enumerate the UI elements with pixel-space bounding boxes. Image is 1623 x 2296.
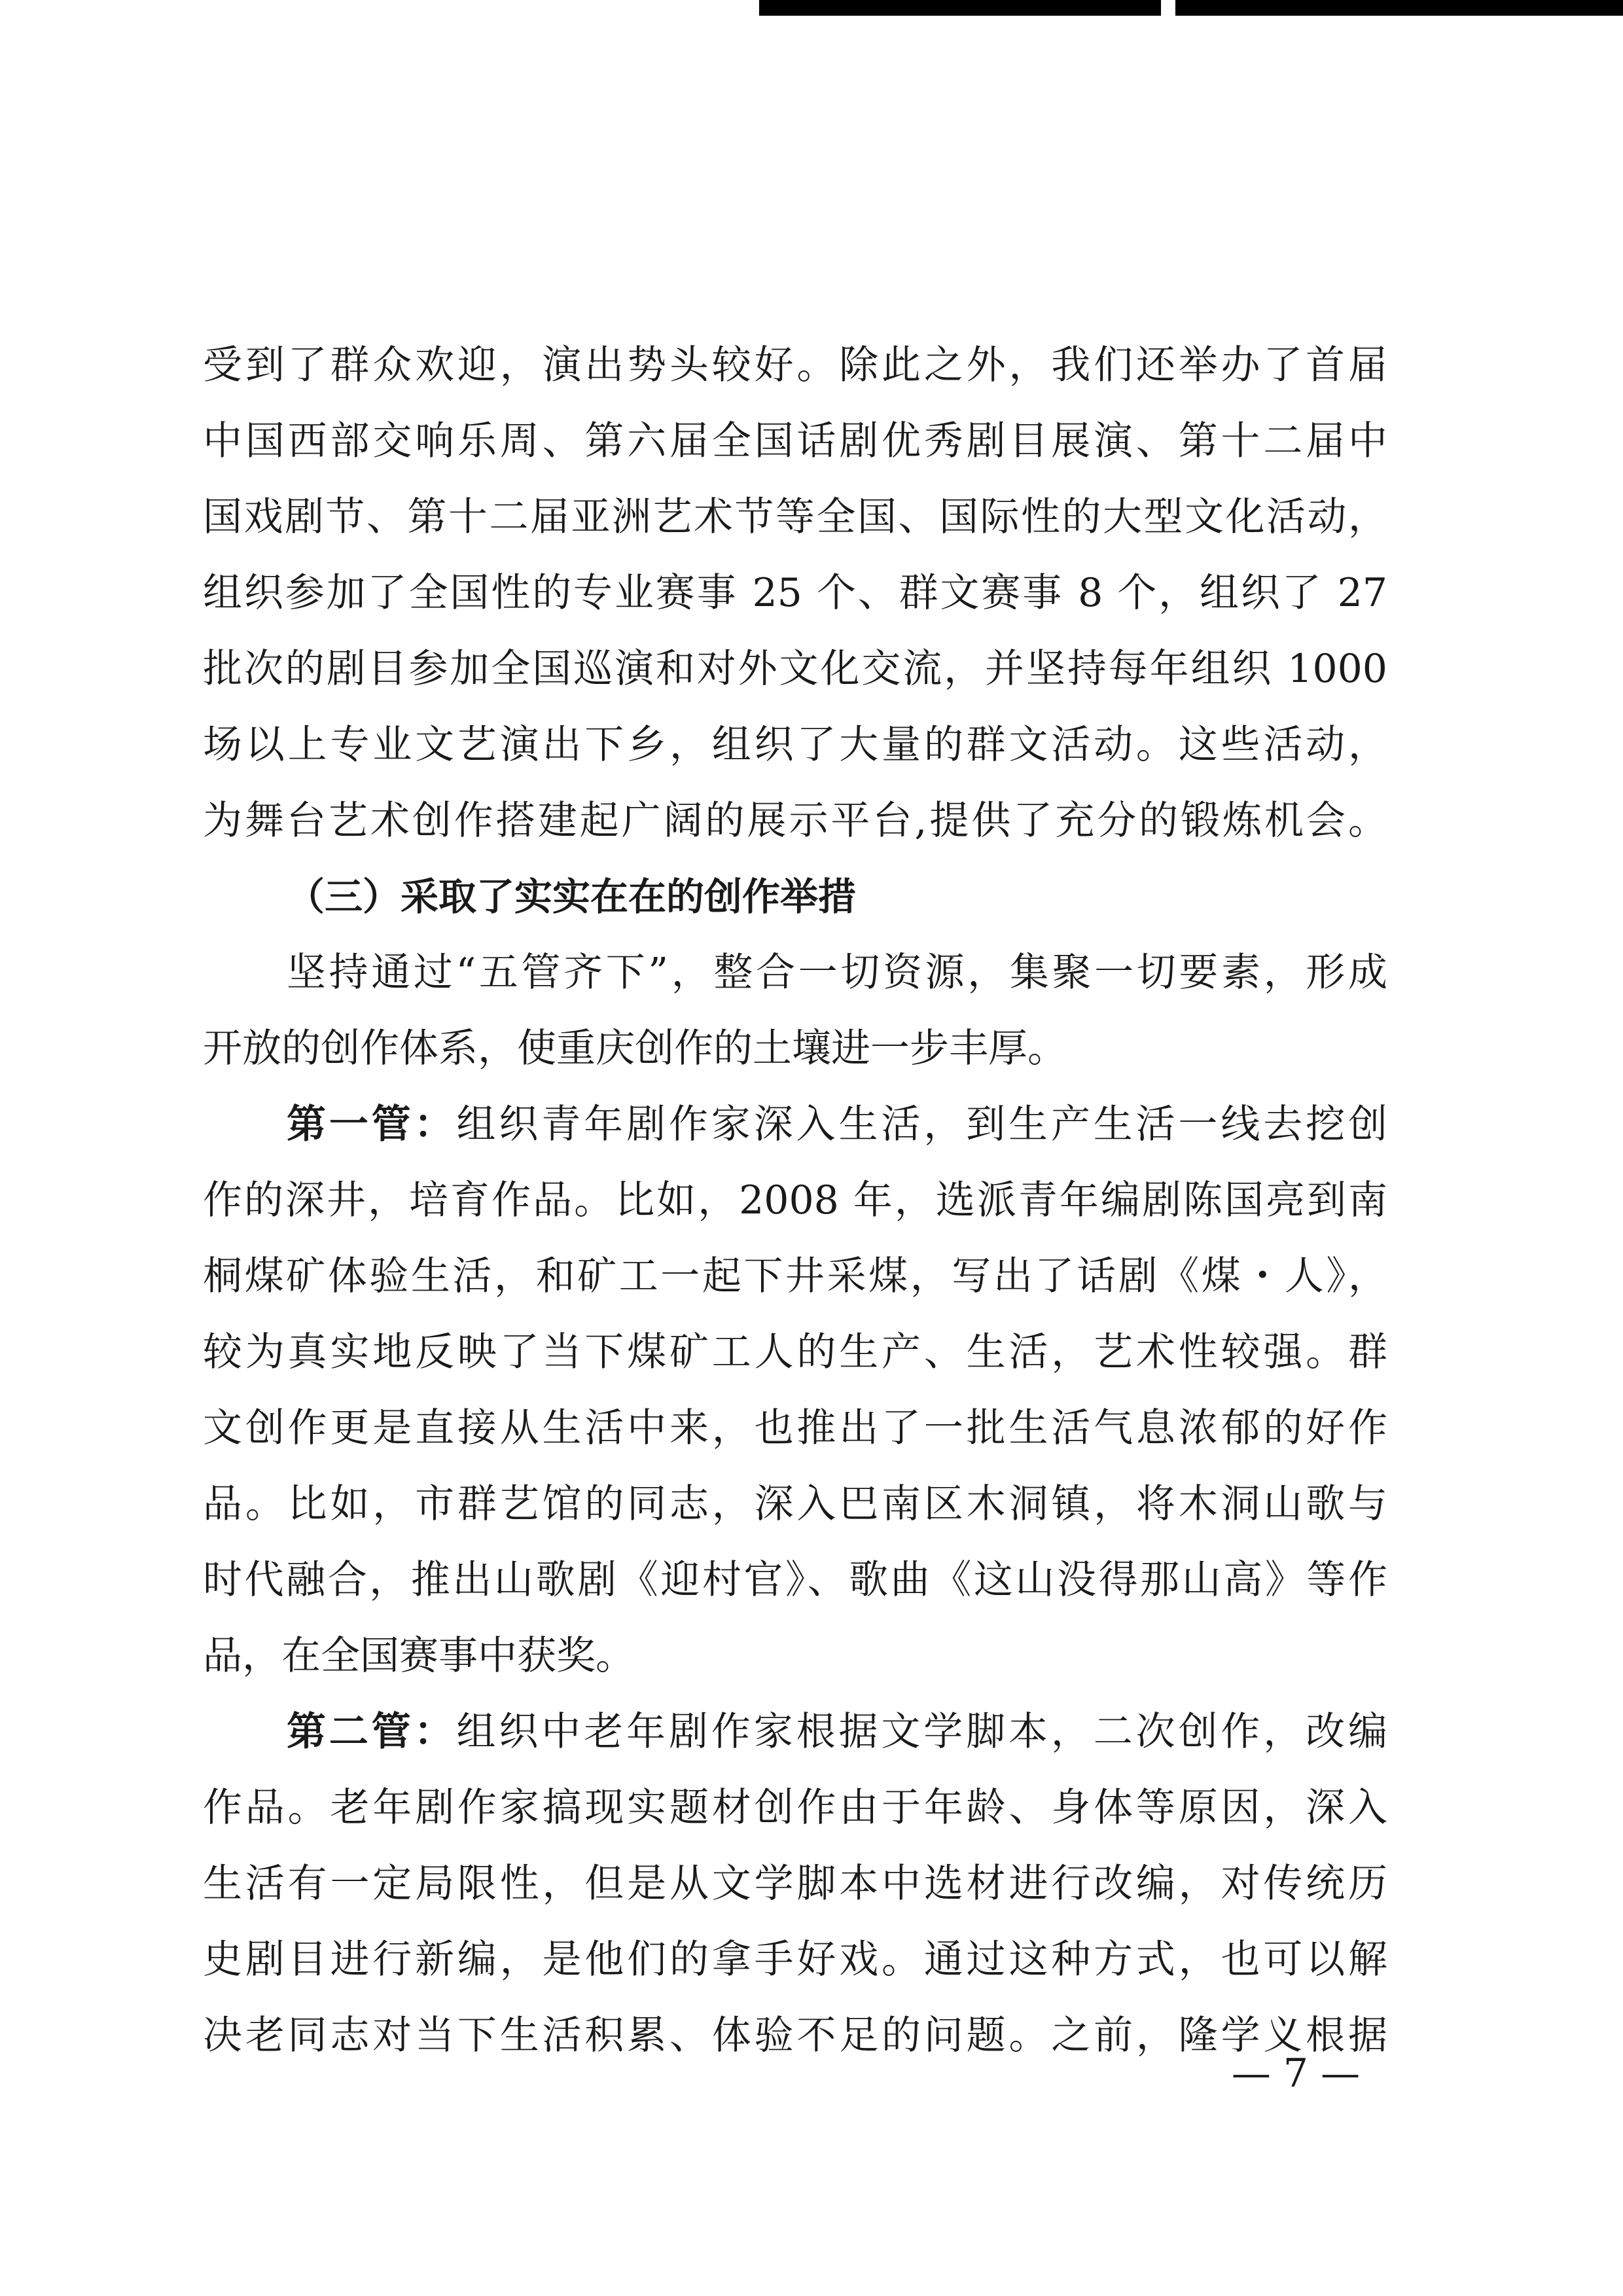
text-line: 开放的创作体系，使重庆创作的土壤进一步丰厚。 (203, 1026, 1067, 1071)
paragraph-3 (203, 1086, 1387, 1694)
paragraph-lead: 第二管： (287, 1709, 457, 1755)
section-heading: （三）采取了实实在在的创作举措 (287, 874, 857, 919)
text-line: 组织参加了全国性的专业赛事 25 个、群文赛事 8 个，组织了 27 (203, 570, 1387, 616)
text-line: 品。比如，市群艺馆的同志，深入巴南区木洞镇，将木洞山歌与 (203, 1481, 1387, 1527)
paragraph-2 (203, 935, 1387, 1086)
text-line: 中国西部交响乐周、第六届全国话剧优秀剧目展演、第十二届中 (203, 418, 1387, 464)
text-line: 国戏剧节、第十二届亚洲艺术节等全国、国际性的大型文化活动， (203, 494, 1387, 540)
text-line: 品，在全国赛事中获奖。 (203, 1633, 635, 1679)
scan-edge-mark-right (1175, 0, 1623, 16)
text-line (203, 1086, 1387, 1162)
paragraph-1 (203, 327, 1387, 859)
text-line: 生活有一定局限性，但是从文学脚本中选材进行改编，对传统历 (203, 1861, 1387, 1907)
page-number: — 7 — (1231, 2051, 1361, 2096)
text-line: 场以上专业文艺演出下乡，组织了大量的群文活动。这些活动， (203, 722, 1387, 768)
text-line: 文创作更是直接从生活中来，也推出了一批生活气息浓郁的好作 (203, 1405, 1387, 1451)
paragraph-4 (203, 1694, 1387, 2073)
text-line: 较为真实地反映了当下煤矿工人的生产、生活，艺术性较强。群 (203, 1329, 1387, 1375)
text-line: 决老同志对当下生活积累、体验不足的问题。之前，隆学义根据 (203, 2013, 1387, 2058)
text-line: 作品。老年剧作家搞现实题材创作由于年龄、身体等原因，深入 (203, 1785, 1387, 1831)
document-body (203, 327, 1387, 2073)
text-line: 作的深井，培育作品。比如，2008 年，选派青年编剧陈国亮到南 (203, 1177, 1387, 1223)
text-line: 桐煤矿体验生活，和矿工一起下井采煤，写出了话剧《煤・人》， (203, 1253, 1387, 1299)
text-run: 组织中老年剧作家根据文学脚本，二次创作，改编 (456, 1709, 1387, 1755)
text-line: 批次的剧目参加全国巡演和对外文化交流，并坚持每年组织 1000 (203, 646, 1387, 692)
text-line: 坚持通过“五管齐下”，整合一切资源，集聚一切要素，形成 (287, 950, 1387, 996)
text-line: 时代融合，推出山歌剧《迎村官》、歌曲《这山没得那山高》等作 (203, 1557, 1387, 1603)
text-line: 为舞台艺术创作搭建起广阔的展示平台,提供了充分的锻炼机会。 (203, 798, 1387, 844)
text-line: 受到了群众欢迎，演出势头较好。除此之外，我们还举办了首届 (203, 342, 1387, 388)
text-line: 史剧目进行新编，是他们的拿手好戏。通过这种方式，也可以解 (203, 1937, 1387, 1982)
text-line (203, 1694, 1387, 1770)
paragraph-lead: 第一管： (287, 1102, 457, 1147)
scan-edge-mark-left (759, 0, 1161, 16)
text-run: 组织青年剧作家深入生活，到生产生活一线去挖创 (456, 1102, 1387, 1147)
